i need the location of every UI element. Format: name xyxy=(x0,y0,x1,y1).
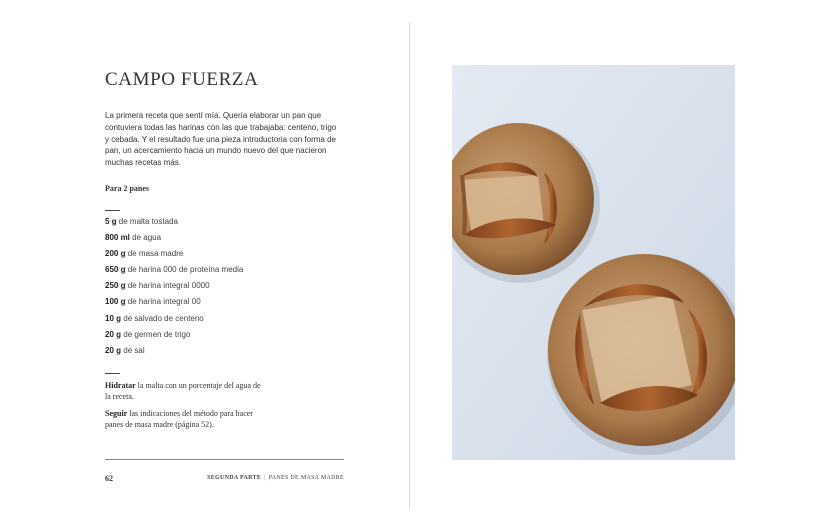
ingredient-name: de salvado de centeno xyxy=(123,313,204,323)
ingredient-qty: 20 g xyxy=(105,345,122,355)
running-head-part: SEGUNDA PARTE xyxy=(207,475,262,481)
ingredient-qty: 10 g xyxy=(105,313,122,323)
ingredient-qty: 650 g xyxy=(105,265,126,275)
ingredient-name: de germen de trigo xyxy=(123,329,191,339)
ingredient-item xyxy=(105,281,243,297)
ingredient-list xyxy=(105,217,243,362)
method-step xyxy=(105,408,265,430)
ingredient-name: de harina 000 de proteína media xyxy=(127,265,244,275)
divider xyxy=(105,210,120,211)
ingredient-name: de harina integral 00 xyxy=(127,297,201,307)
ingredient-item xyxy=(105,297,243,313)
ingredient-item xyxy=(105,265,243,281)
ingredient-item xyxy=(105,330,243,346)
running-head xyxy=(207,475,344,481)
step-verb: Seguir xyxy=(105,409,128,418)
footer-rule xyxy=(105,459,344,460)
ingredient-name: de masa madre xyxy=(127,249,184,259)
ingredient-name: de sal xyxy=(123,345,145,355)
ingredient-item xyxy=(105,217,243,233)
bread-illustration xyxy=(452,65,735,460)
ingredient-item xyxy=(105,233,243,249)
step-verb: Hidratar xyxy=(105,381,136,390)
ingredient-qty: 100 g xyxy=(105,297,126,307)
ingredient-qty: 200 g xyxy=(105,249,126,259)
running-head-section: PANES DE MASA MADRE xyxy=(268,475,344,481)
ingredient-item xyxy=(105,249,243,265)
step-text: las indicaciones del método para hacer panes de masa madre (página 52). xyxy=(105,409,253,429)
divider xyxy=(105,373,120,374)
method-steps xyxy=(105,380,265,436)
recipe-intro: La primera receta que sentí mía. Quería elaborar un pan que contuviera todas las harinas con las que trabajaba: centeno, trigo y cebada. Y el resultado fue una pieza introductoria con forma de pan, un acercamiento hacia un mundo nuevo del que nacieron muchas recetas más. xyxy=(105,111,337,168)
ingredient-item xyxy=(105,314,243,330)
ingredient-qty: 800 ml xyxy=(105,233,130,243)
ingredient-item xyxy=(105,346,243,362)
page-number: 62 xyxy=(105,474,113,483)
ingredient-qty: 250 g xyxy=(105,281,126,291)
ingredient-qty: 5 g xyxy=(105,217,117,226)
ingredient-name: de malta tostada xyxy=(118,217,178,226)
bread-photo xyxy=(452,65,735,460)
servings-label: Para 2 panes xyxy=(105,184,149,193)
ingredient-qty: 20 g xyxy=(105,329,122,339)
ingredient-name: de agua xyxy=(132,233,162,243)
book-spine xyxy=(409,22,410,508)
method-step xyxy=(105,380,265,402)
running-head-separator: | xyxy=(264,475,266,481)
step-text: la malta con un porcentaje del agua de la receta. xyxy=(105,381,261,401)
recipe-title: CAMPO FUERZA xyxy=(105,69,259,90)
ingredient-name: de harina integral 0000 xyxy=(127,281,210,291)
